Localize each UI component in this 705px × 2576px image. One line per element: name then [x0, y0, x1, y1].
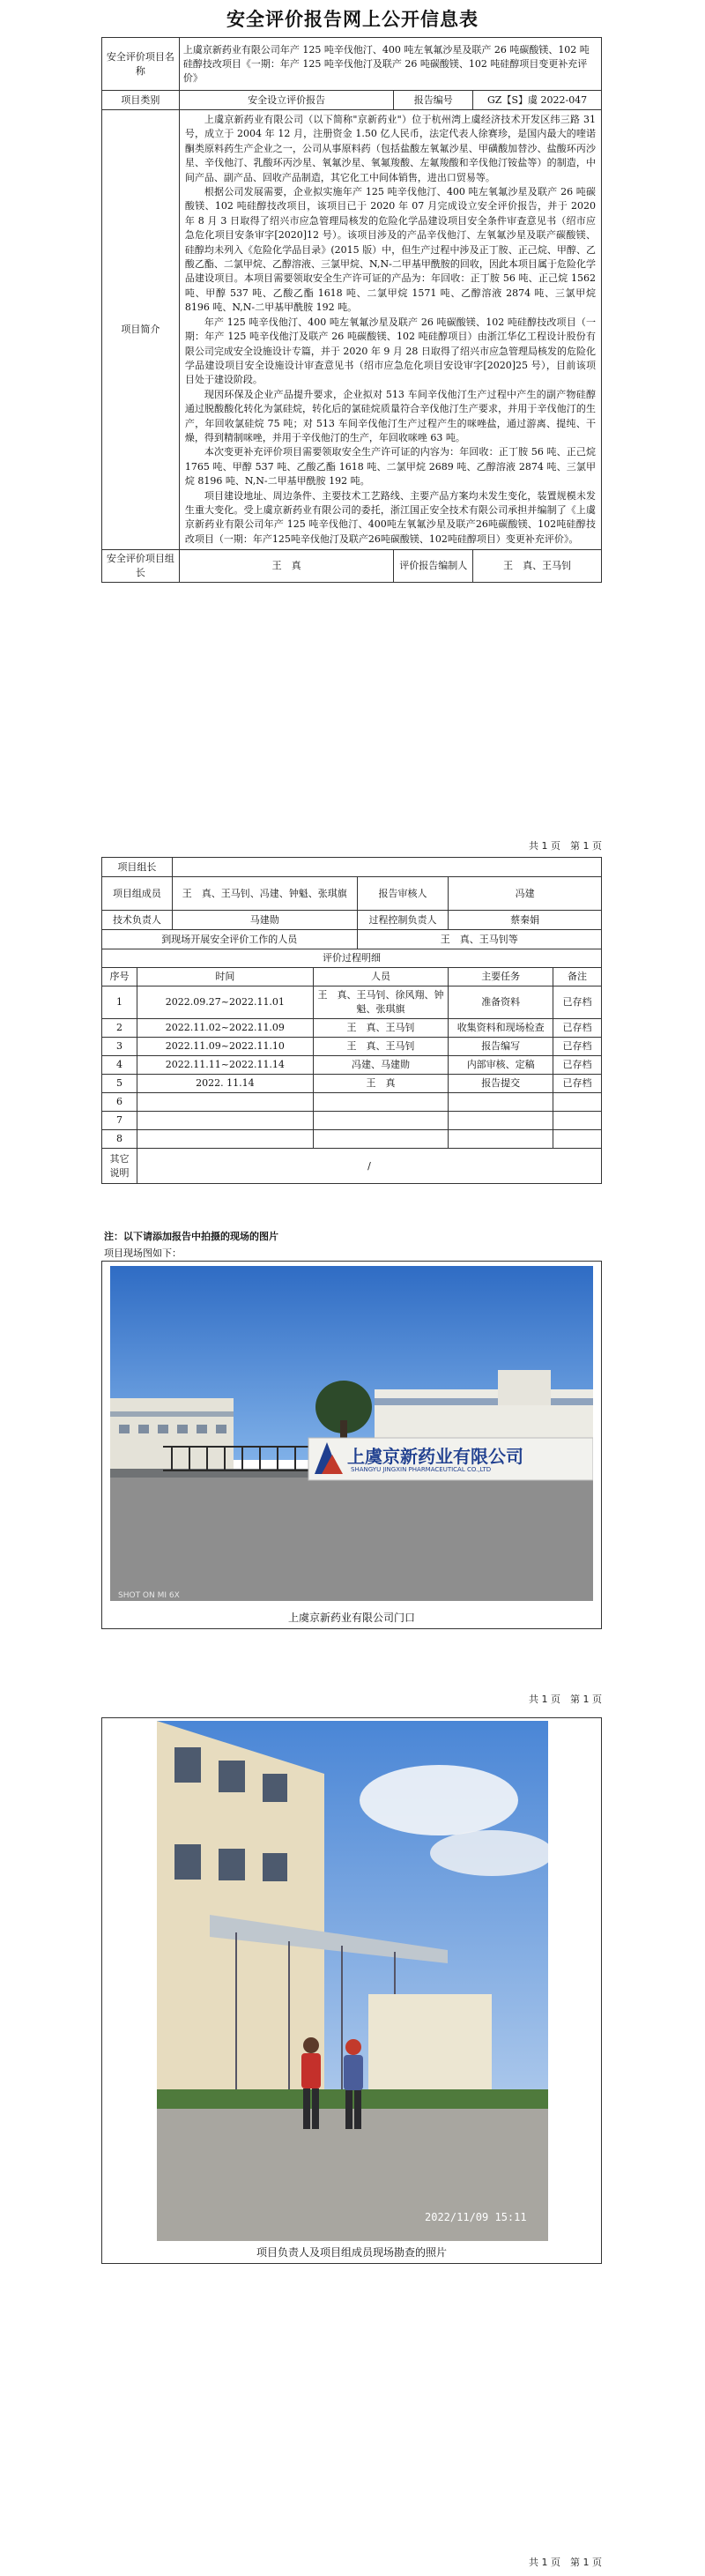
- report-no-label: 报告编号: [394, 91, 473, 110]
- row-time: 2022.09.27~2022.11.01: [137, 986, 313, 1019]
- company-sign-text: 上虞京新药业有限公司: [347, 1446, 523, 1467]
- row-task: [449, 1112, 553, 1130]
- row-note: [553, 1112, 602, 1130]
- page-title: 安全评价报告网上公开信息表: [226, 8, 479, 30]
- other-value: /: [137, 1149, 601, 1184]
- page-footer: 共 1 页 第 1 页: [529, 2557, 602, 2568]
- intro-paragraph: 本次变更补充评价项目需要领取安全生产许可证的内容为：年回收：正丁胺 56 吨、正己烷 1765 吨、甲醇 537 吨、乙酸乙酯 1618 吨、二氯甲烷 2689 吨、乙醇溶液 2874 吨、三氯甲烷 8196 吨、N,N-二甲基甲酰胺 192 吨。: [184, 446, 596, 488]
- table-row: [102, 1038, 602, 1056]
- camera-watermark: SHOT ON MI 6X: [118, 1591, 180, 1600]
- row-seq: 1: [102, 986, 137, 1019]
- row-note: 已存档: [553, 1056, 602, 1075]
- row-time: [137, 1130, 313, 1149]
- row-task: 收集资料和现场检查: [449, 1019, 553, 1038]
- row-note: [553, 1130, 602, 1149]
- row-seq: 2: [102, 1019, 137, 1038]
- tech-lead-label: 技术负责人: [102, 911, 173, 930]
- site-staff-value: 王 真、王马钊等: [357, 930, 601, 949]
- page-footer: 共 1 页 第 1 页: [529, 840, 602, 852]
- row-task: 准备资料: [449, 986, 553, 1019]
- row-note: [553, 1093, 602, 1112]
- intro-label: 项目简介: [102, 110, 180, 550]
- row-seq: 5: [102, 1075, 137, 1093]
- row-seq: 4: [102, 1056, 137, 1075]
- leader-label: 安全评价项目组长: [102, 550, 180, 583]
- photo-note: 注：以下请添加报告中拍摄的现场的图片: [104, 1231, 278, 1242]
- table-row: [102, 1019, 602, 1038]
- intro-paragraph: 上虞京新药业有限公司（以下简称"京新药业"）位于杭州湾上虞经济技术开发区纬三路 31 号，成立于 2004 年 12 月，注册资金 1.50 亿人民币，法定代表人徐赛珍，是国内最大的喹诺酮类原料药生产企业之一，公司从事原料药（包括盐酸左氧氟沙星、甲磺酸加替沙、盐酸环丙沙星、辛伐他汀、乳酸环丙沙星、氧氟沙星、氧氟羧酸、左氟羧酸和辛伐他汀铵盐等）的制造，中间产品、副产品、回收产品制造，其它化工中间体销售，进出口贸易等。: [184, 114, 596, 183]
- category-value: 安全设立评价报告: [179, 91, 394, 110]
- intro-paragraph: 根据公司发展需要，企业拟实施年产 125 吨辛伐他汀、400 吨左氧氟沙星及联产 26 吨碳酸镁、102 吨硅醇技改项目，该项目已于 2020 年 07 月完成设立安全评价报告，并于 2020 年 8 月 3 日取得了绍兴市应急管理局核发的危险化学品建设项目安全条件审查意见书（绍市应急危化项目安条审字[2020]12 号）。该项目涉及的产品辛伐他汀、左氧氟沙星及联产碳酸镁、硅醇均未列入《危险化学品目录》(2015 版）中，但生产过程中涉及正丁胺、正己烷、甲醇、乙酸乙酯、二氯甲烷、乙醇溶液、三氯甲烷、N,N-二甲基甲酰胺的回收，因此本项目属于危险化学品建设项目。本项目需要领取安全生产许可证的产品为：年回收：正丁胺 56 吨、正己烷 1562 吨、甲醇 537 吨、乙酸乙酯 1618 吨、二氯甲烷 1571 吨、乙醇溶液 2874 吨、三氯甲烷 8196 吨、N,N-二甲基甲酰胺 192 吨。: [184, 186, 596, 314]
- row-people: 王 真、王马钊、徐风翔、钟魁、张琪旗: [313, 986, 449, 1019]
- table-row: [102, 1130, 602, 1149]
- row-time: 2022.11.09~2022.11.10: [137, 1038, 313, 1056]
- photo-caption: 项目负责人及项目组成员现场勘查的照片: [256, 2246, 447, 2259]
- row-note: 已存档: [553, 986, 602, 1019]
- project-name-label: 安全评价项目名称: [102, 38, 180, 91]
- process-ctrl-label: 过程控制负责人: [357, 911, 449, 930]
- project-name: 上虞京新药业有限公司年产 125 吨辛伐他汀、400 吨左氧氟沙星及联产 26 吨碳酸镁、102 吨硅醇技改项目《一期：年产 125 吨辛伐他汀及联产 26 吨碳酸镁、102 吨硅醇项目变更补充评价》: [179, 38, 601, 91]
- intro-text: [179, 110, 601, 550]
- members-label: 项目组成员: [102, 877, 173, 911]
- row-people: 冯建、马建勋: [313, 1056, 449, 1075]
- site-staff-label: 到现场开展安全评价工作的人员: [102, 930, 358, 949]
- row-people: [313, 1093, 449, 1112]
- col-note: 备注: [553, 968, 602, 986]
- page-footer: 共 1 页 第 1 页: [529, 1694, 602, 1705]
- row-time: 2022.11.11~2022.11.14: [137, 1056, 313, 1075]
- row-note: 已存档: [553, 1075, 602, 1093]
- editor-value: 王 真、王马钊: [473, 550, 602, 583]
- members-value: 王 真、王马钊、冯建、钟魁、张琪旗: [172, 877, 357, 911]
- detail-header: 评价过程明细: [102, 949, 602, 968]
- tech-lead-value: 马建勋: [172, 911, 357, 930]
- row-task: 报告提交: [449, 1075, 553, 1093]
- row-task: 内部审核、定稿: [449, 1056, 553, 1075]
- intro-paragraph: 年产 125 吨辛伐他汀、400 吨左氧氟沙星及联产 26 吨碳酸镁、102 吨硅醇技改项目（一期：年产 125 吨辛伐他汀及联产 26 吨碳酸镁、102 吨硅醇项目）由浙江华亿工程设计股份有限公司完成安全设施设计专篇，并于 2020 年 9 月 28 日取得了绍兴市应急管理局核发的危险化学品建设项目安全设施设计审查意见书（绍市应急危化项目安设审字[2020]25 号），目前该项目处于建设阶段。: [184, 316, 596, 386]
- row-note: 已存档: [553, 1019, 602, 1038]
- row-people: 王 真、王马钊: [313, 1038, 449, 1056]
- row-time: [137, 1093, 313, 1112]
- category-label: 项目类别: [102, 91, 180, 110]
- table-row: [102, 1112, 602, 1130]
- report-no: GZ【S】虞 2022-047: [473, 91, 602, 110]
- row-seq: 3: [102, 1038, 137, 1056]
- process-table: [101, 857, 602, 1184]
- editor-label: 评价报告编制人: [394, 550, 473, 583]
- gate-photo: [110, 1266, 593, 1601]
- col-people: 人员: [313, 968, 449, 986]
- leader-value: 王 真: [179, 550, 394, 583]
- row-task: [449, 1130, 553, 1149]
- table-row: [102, 1056, 602, 1075]
- team-leader-value: [172, 858, 601, 877]
- photo-intro: 项目现场图如下：: [104, 1247, 182, 1259]
- inspection-photo-drawing: [157, 1721, 548, 2241]
- row-task: [449, 1093, 553, 1112]
- inspection-photo: [157, 1721, 548, 2241]
- company-sign-subtext: SHANGYU JINGXIN PHARMACEUTICAL CO.,LTD: [351, 1466, 492, 1473]
- col-time: 时间: [137, 968, 313, 986]
- info-table: [101, 37, 602, 583]
- row-time: 2022. 11.14: [137, 1075, 313, 1093]
- row-time: [137, 1112, 313, 1130]
- row-people: [313, 1112, 449, 1130]
- photo-caption: 上虞京新药业有限公司门口: [287, 1612, 415, 1624]
- reviewer-label: 报告审核人: [357, 877, 449, 911]
- team-leader-label: 项目组长: [102, 858, 173, 877]
- row-seq: 8: [102, 1130, 137, 1149]
- row-seq: 7: [102, 1112, 137, 1130]
- intro-paragraph: 现因环保及企业产品提升要求，企业拟对 513 车间辛伐他汀生产过程中产生的副产物硅醇通过脱酸酸化转化为氯硅烷，转化后的氯硅烷质量符合辛伐他汀生产要求，并用于辛伐他汀的生产，年回收氯硅烷 75 吨；对 513 车间辛伐他汀生产过程产生的咪唑盐，通过游离、提纯、干燥，得到精制咪唑，并用于辛伐他汀的生产，年回收咪唑 63 吨。: [184, 388, 596, 443]
- table-row: [102, 986, 602, 1019]
- row-people: 王 真: [313, 1075, 449, 1093]
- photo-timestamp: 2022/11/09 15:11: [425, 2211, 527, 2223]
- row-task: 报告编写: [449, 1038, 553, 1056]
- row-people: 王 真、王马钊: [313, 1019, 449, 1038]
- row-people: [313, 1130, 449, 1149]
- col-task: 主要任务: [449, 968, 553, 986]
- row-seq: 6: [102, 1093, 137, 1112]
- table-row: [102, 1093, 602, 1112]
- gate-photo-drawing: [110, 1266, 593, 1601]
- table-row: [102, 1075, 602, 1093]
- col-seq: 序号: [102, 968, 137, 986]
- intro-paragraph: 项目建设地址、周边条件、主要技术工艺路线、主要产品方案均未发生变化，装置规模未发生重大变化。受上虞京新药业有限公司的委托，浙江国正安全技术有限公司承担并编制了《上虞京新药业有限公司年产 125 吨辛伐他汀、400吨左氧氟沙星及联产26吨碳酸镁、102吨硅醇技改项目（一期：年产125吨辛伐他汀及联产26吨碳酸镁、102吨硅醇项目）变更补充评价》。: [184, 489, 596, 545]
- process-ctrl-value: 蔡秦娟: [449, 911, 602, 930]
- row-note: 已存档: [553, 1038, 602, 1056]
- row-time: 2022.11.02~2022.11.09: [137, 1019, 313, 1038]
- reviewer-value: 冯建: [449, 877, 602, 911]
- other-label: 其它说明: [102, 1149, 137, 1184]
